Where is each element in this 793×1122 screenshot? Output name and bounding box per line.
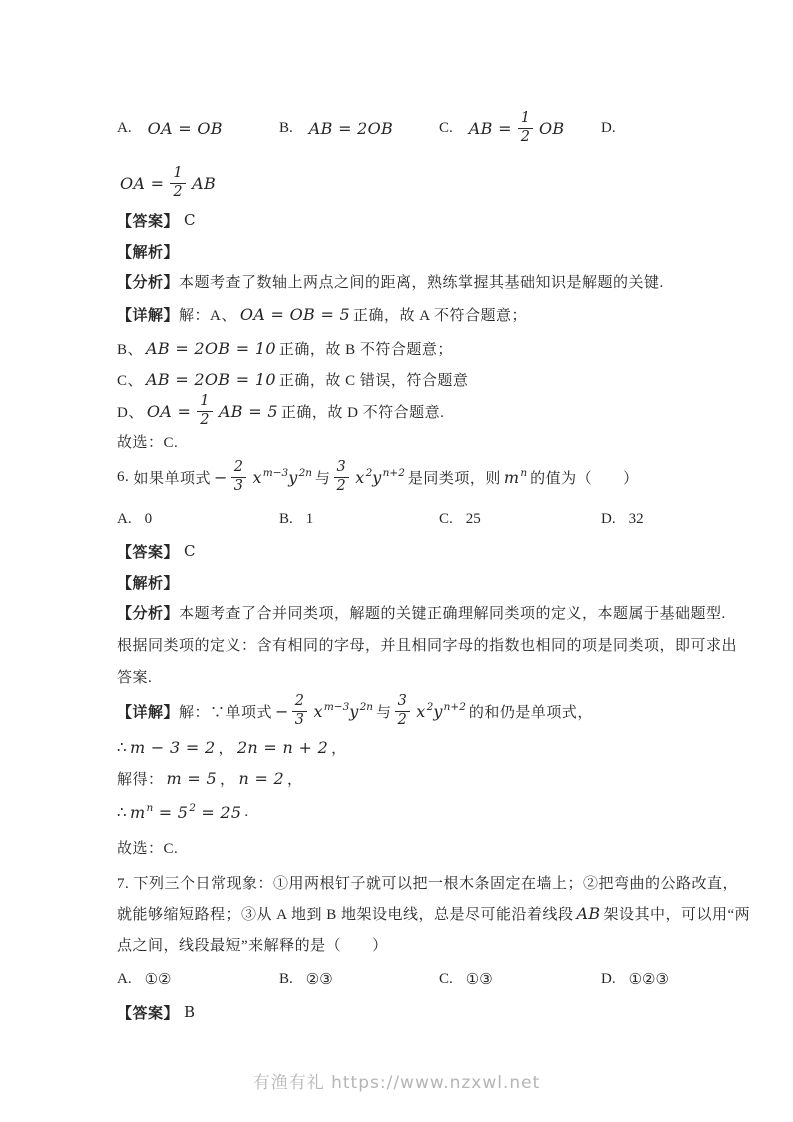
q5-option-d-formula xyxy=(117,161,219,205)
q5-option-d xyxy=(601,120,757,137)
detail-suffix: 的和仍是单项式， xyxy=(468,704,593,721)
math-exponent: n+2 xyxy=(443,701,466,714)
q5-fenxi-line xyxy=(117,270,664,292)
line-end: ， xyxy=(287,771,303,788)
detail-b-prefix: B、 xyxy=(117,341,144,358)
fenxi-text: 本题考查了数轴上两点之间的距离，熟练掌握其基础知识是解题的关键. xyxy=(179,274,664,291)
stem-text-1: 7. 下列三个日常现象：①用两根钉子就可以把一根木条固定在墙上；②把弯曲的公路改直， xyxy=(117,875,739,892)
fraction xyxy=(395,693,411,729)
answer-label: 【答案】 xyxy=(117,213,180,230)
fraction-numerator: 1 xyxy=(520,110,531,127)
option-d-value: ①②③ xyxy=(628,971,669,988)
q7-stem-line-3 xyxy=(117,933,388,955)
q7-stem-line-2 xyxy=(117,902,750,924)
jiexi-label: 【解析】 xyxy=(117,244,180,261)
q5-option-b xyxy=(279,119,439,138)
formula-post: AB xyxy=(192,173,217,193)
option-d-label: D. xyxy=(601,119,616,136)
option-d-value: 32 xyxy=(628,510,644,527)
line-end: . xyxy=(244,803,249,820)
watermark-text: 有渔有礼 https://www.nzxwl.net xyxy=(252,1073,541,1093)
option-a-label: A. xyxy=(117,119,132,136)
minus-sign: − xyxy=(275,701,289,721)
fenxi-text-3: 答案. xyxy=(117,669,153,686)
math-exponent: 2n xyxy=(298,467,313,480)
detail-b-math: AB = 2OB = 10 xyxy=(146,338,276,358)
stem-text-2a: 就能够缩短路程；③从 A 地到 B 地架设电线，总是尽可能沿着线段 xyxy=(117,906,574,923)
q6-stem-line xyxy=(117,455,639,499)
q5-option-c xyxy=(439,110,601,146)
q6-option-b xyxy=(279,511,439,528)
q5-detail-d-line xyxy=(117,389,444,433)
segment-ab-math: AB xyxy=(576,903,601,923)
fraction xyxy=(170,165,186,201)
q5-options-row xyxy=(117,106,757,150)
option-b-label: B. xyxy=(279,970,293,987)
detail-a-prefix: 解：A、 xyxy=(179,307,237,324)
q6-fenxi-line-1 xyxy=(117,601,726,623)
q5-detail-b-line xyxy=(117,337,453,359)
fraction-numerator: 3 xyxy=(336,459,347,476)
option-a-value: 0 xyxy=(144,510,153,527)
fraction xyxy=(518,110,533,146)
option-c-formula-pre: AB = xyxy=(468,118,512,138)
result-math xyxy=(130,803,241,822)
jiexi-label: 【解析】 xyxy=(117,575,180,592)
detail-a-math: OA = OB = 5 xyxy=(239,304,351,324)
stem-text-2b: 架设其中，可以用“两 xyxy=(603,906,751,923)
math-var: x xyxy=(416,701,426,721)
therefore-symbol: ∴ xyxy=(117,804,128,821)
detail-c-prefix: C、 xyxy=(117,372,144,389)
q7-option-c xyxy=(439,970,601,989)
option-c-value: 25 xyxy=(465,510,481,527)
detail-c-math: AB = 2OB = 10 xyxy=(146,369,276,389)
detail-a-suffix: 正确，故 A 不符合题意； xyxy=(353,307,528,324)
q6-jiexi-line xyxy=(117,571,179,593)
q6-options-row xyxy=(117,508,757,530)
q5-conclusion-line xyxy=(117,430,178,452)
separator: ， xyxy=(218,740,234,757)
option-c-label: C. xyxy=(439,119,453,136)
q7-option-a xyxy=(117,970,279,989)
math-exponent: 2 xyxy=(189,802,196,815)
detail-c-suffix: 正确，故 C 错误，符合题意 xyxy=(278,372,469,389)
fraction-numerator: 2 xyxy=(294,693,305,710)
option-b-label: B. xyxy=(279,510,293,527)
m-power-n xyxy=(504,468,527,487)
xiangjie-label: 【详解】 xyxy=(117,704,180,721)
fraction xyxy=(292,693,308,729)
option-b-value: ②③ xyxy=(305,971,333,988)
fraction xyxy=(231,459,247,495)
q6-detail-line xyxy=(117,689,593,733)
q6-answer-line xyxy=(117,540,196,562)
stem-text-4: 的值为（ ） xyxy=(530,470,639,487)
solve-math-1: m = 5 xyxy=(166,768,217,788)
option-c-formula-post: OB xyxy=(539,118,565,138)
q7-option-b xyxy=(279,970,439,989)
page-footer-watermark xyxy=(0,1068,793,1093)
formula-pre: OA = xyxy=(120,173,165,193)
q6-option-a xyxy=(117,511,279,528)
q7-answer-line xyxy=(117,1001,196,1023)
monomial-1 xyxy=(252,468,312,487)
detail-d-suffix: 正确，故 D 不符合题意. xyxy=(280,404,445,421)
math-var: m xyxy=(130,802,146,822)
option-b-formula: AB = 2OB xyxy=(308,118,394,138)
detail-conj: 与 xyxy=(376,704,392,721)
line-end: ， xyxy=(331,740,347,757)
fraction xyxy=(197,393,213,429)
math-var: x xyxy=(313,701,323,721)
option-a-label: A. xyxy=(117,970,132,987)
fraction-denominator: 3 xyxy=(231,477,247,495)
xiangjie-label: 【详解】 xyxy=(117,307,180,324)
q5-detail-c-line xyxy=(117,368,468,390)
fraction-numerator: 1 xyxy=(200,393,210,410)
option-b-value: 1 xyxy=(305,510,314,527)
monomial-2 xyxy=(416,702,466,721)
detail-b-suffix: 正确，故 B 不符合题意； xyxy=(278,341,453,358)
option-a-formula: OA = OB xyxy=(147,118,223,138)
math-exponent: m−3 xyxy=(323,701,350,714)
q5-answer-line xyxy=(117,209,196,231)
math-exponent: 2n xyxy=(359,701,374,714)
fenxi-text-1: 本题考查了合并同类项，解题的关键正确理解同类项的定义，本题属于基础题型. xyxy=(179,605,726,622)
option-c-value: ①③ xyxy=(465,971,493,988)
fraction-denominator: 2 xyxy=(197,411,213,429)
detail-prefix: 解：∵单项式 xyxy=(179,704,273,721)
answer-value: B xyxy=(184,1003,196,1021)
q5-option-a xyxy=(117,119,279,138)
q6-option-d xyxy=(601,511,757,528)
option-d-label: D. xyxy=(601,510,616,527)
monomial-1 xyxy=(313,702,373,721)
detail-d-math-pre: OA = xyxy=(146,401,192,421)
q6-option-c xyxy=(439,511,601,528)
stem-text-3: 是同类项，则 xyxy=(407,470,501,487)
fraction xyxy=(334,459,350,495)
fraction-denominator: 2 xyxy=(170,183,186,201)
monomial-2 xyxy=(355,468,405,487)
fenxi-label: 【分析】 xyxy=(117,605,180,622)
math-exponent: n+2 xyxy=(382,467,405,480)
deduce-math-1: m − 3 = 2 xyxy=(130,737,216,757)
option-d-label: D. xyxy=(601,970,616,987)
conclusion-text: 故选：C. xyxy=(117,434,179,451)
math-var: m xyxy=(503,467,520,487)
deduce-math-2: 2n = n + 2 xyxy=(236,737,329,757)
q6-fenxi-line-2 xyxy=(117,633,737,655)
math-eq: = 25 xyxy=(201,802,242,822)
q6-deduce-line xyxy=(117,736,347,758)
fraction-numerator: 2 xyxy=(233,459,244,476)
conclusion-text: 故选：C. xyxy=(117,840,179,857)
stem-text-2: 与 xyxy=(315,470,331,487)
q7-option-d xyxy=(601,970,757,989)
solve-math-2: n = 2 xyxy=(238,768,285,788)
q6-fenxi-line-3 xyxy=(117,665,152,687)
answer-value: C xyxy=(184,211,196,229)
q5-detail-a-line xyxy=(117,303,527,325)
fenxi-text-2: 根据同类项的定义：含有相同的字母，并且相同字母的指数也相同的项是同类项，即可求出 xyxy=(117,637,738,654)
math-eq: = 5 xyxy=(158,802,189,822)
math-var: y xyxy=(349,701,359,721)
fraction-numerator: 3 xyxy=(397,693,408,710)
q6-solve-line xyxy=(117,767,303,789)
math-var: y xyxy=(288,467,298,487)
option-a-label: A. xyxy=(117,510,132,527)
fraction-denominator: 3 xyxy=(292,711,308,729)
stem-text-3: 点之间，线段最短”来解释的是（ ） xyxy=(117,937,388,954)
q7-options-row xyxy=(117,968,757,990)
math-var: x xyxy=(355,467,365,487)
solve-prefix: 解得： xyxy=(117,771,164,788)
fraction-denominator: 2 xyxy=(395,711,411,729)
math-exponent: n xyxy=(146,802,154,815)
answer-label: 【答案】 xyxy=(117,1005,180,1022)
q6-conclusion-line xyxy=(117,836,178,858)
stem-text-1: 如果单项式 xyxy=(133,470,212,487)
detail-d-math-post: AB = 5 xyxy=(218,401,278,421)
option-c-label: C. xyxy=(439,970,453,987)
separator: ， xyxy=(219,771,236,788)
question-number: 6. xyxy=(117,468,130,485)
minus-sign: − xyxy=(214,467,228,487)
fraction-denominator: 2 xyxy=(334,477,350,495)
fenxi-label: 【分析】 xyxy=(117,274,180,291)
math-exponent: m−3 xyxy=(262,467,289,480)
fraction-numerator: 1 xyxy=(173,165,184,182)
math-exponent: n xyxy=(520,467,528,480)
math-var: y xyxy=(372,467,382,487)
math-var: x xyxy=(252,467,262,487)
math-exponent: 2 xyxy=(426,701,434,714)
answer-value: C xyxy=(184,542,196,560)
option-b-label: B. xyxy=(279,119,293,136)
fraction-denominator: 2 xyxy=(518,128,533,146)
math-var: y xyxy=(433,701,443,721)
q6-result-line xyxy=(117,801,249,823)
option-c-label: C. xyxy=(439,510,453,527)
math-exponent: 2 xyxy=(365,467,373,480)
answer-label: 【答案】 xyxy=(117,544,180,561)
q7-stem-line-1 xyxy=(117,871,738,893)
detail-d-prefix: D、 xyxy=(117,404,144,421)
therefore-symbol: ∴ xyxy=(117,739,128,756)
q5-jiexi-line xyxy=(117,240,179,262)
option-a-value: ①② xyxy=(144,971,172,988)
